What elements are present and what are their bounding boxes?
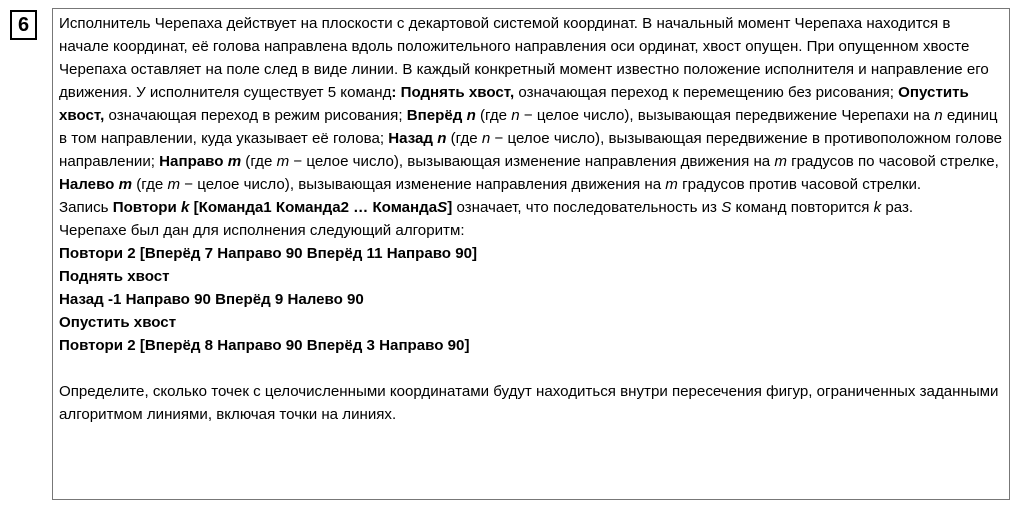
repeat-note-text: раз. bbox=[881, 199, 914, 216]
cmd-back: Назад n bbox=[388, 130, 447, 147]
repeat-note-text: команд повторится bbox=[731, 199, 874, 216]
task-number-badge bbox=[10, 10, 37, 40]
cmd-left: Налево m bbox=[59, 176, 133, 193]
algorithm-line: Повтори 2 [Вперёд 7 Направо 90 Вперёд 11 Направо 90] bbox=[59, 245, 478, 262]
repeat-note-text: Запись bbox=[59, 199, 113, 216]
algorithm-line: Опустить хвост bbox=[59, 314, 177, 331]
repeat-syntax: Повтори k [Команда1 Команда2 … КомандаS] bbox=[112, 199, 453, 216]
intro-text: (где bbox=[241, 153, 277, 170]
var-n: n bbox=[481, 130, 491, 147]
repeat-note-text: означает, что последовательность из bbox=[452, 199, 722, 216]
var-n: n bbox=[934, 107, 943, 124]
intro-text: градусов против часовой стрелки. bbox=[677, 176, 922, 193]
intro-text: − целое число), вызывающая передвижение в противоположном голове направлении; bbox=[59, 130, 1003, 170]
cmd-forward: Вперёд n bbox=[406, 107, 476, 124]
var-m: m bbox=[276, 153, 290, 170]
var-m: m bbox=[665, 176, 678, 193]
intro-text: означающая переход к перемещению без рисования; bbox=[514, 84, 899, 101]
intro-text: означающая переход в режим рисования; bbox=[104, 107, 407, 124]
intro-text: единиц в том направлении, куда указывает её голова; bbox=[59, 107, 998, 147]
intro-text: − целое число), вызывающая изменение направления движения на bbox=[180, 176, 666, 193]
question-text: Определите, сколько точек с целочисленными координатами будут находиться внутри пересечения фигур, ограниченных заданными алгоритмом линиями, включая точки на линиях. bbox=[59, 383, 999, 423]
var-n: n bbox=[511, 107, 520, 124]
cmd-tail-up: : Поднять хвост, bbox=[391, 84, 515, 101]
var-s: S bbox=[721, 199, 732, 216]
intro-text: − целое число), вызывающая изменение направления движения на bbox=[289, 153, 775, 170]
spacer bbox=[59, 357, 1003, 380]
algorithm-line: Поднять хвост bbox=[59, 268, 170, 285]
intro-text: Исполнитель Черепаха действует на плоскости с декартовой системой координат. В начальный момент Черепаха находится в начале координат, её голова направлена вдоль положительного направления оси ординат, хвост опущен. При опущенном хвосте Черепаха оставляет на поле след в виде линии. В каждый конкретный момент известно положение исполнителя и направление его движения. У исполнителя существует 5 команд bbox=[59, 15, 989, 101]
var-m: m bbox=[774, 153, 787, 170]
var-k: k bbox=[873, 199, 882, 216]
algorithm-line: Повтори 2 [Вперёд 8 Направо 90 Вперёд 3 Направо 90] bbox=[59, 337, 470, 354]
algorithm-line: Назад -1 Направо 90 Вперёд 9 Налево 90 bbox=[59, 291, 364, 308]
var-m: m bbox=[167, 176, 181, 193]
intro-text: (где bbox=[446, 130, 482, 147]
intro-text: (где bbox=[475, 107, 512, 124]
intro-text: (где bbox=[132, 176, 168, 193]
task-description bbox=[59, 12, 1003, 196]
task-number: 6 bbox=[17, 13, 30, 36]
cmd-tail-down: Опустить хвост, bbox=[59, 84, 969, 124]
intro-text: − целое число), вызывающая передвижение Черепахи на bbox=[519, 107, 935, 124]
cmd-right: Направо m bbox=[159, 153, 242, 170]
algorithm-intro: Черепахе был дан для исполнения следующий алгоритм: bbox=[59, 222, 465, 239]
intro-text: градусов по часовой стрелке, bbox=[786, 153, 999, 170]
repeat-note bbox=[59, 196, 1003, 219]
task-text-box bbox=[52, 8, 1010, 500]
